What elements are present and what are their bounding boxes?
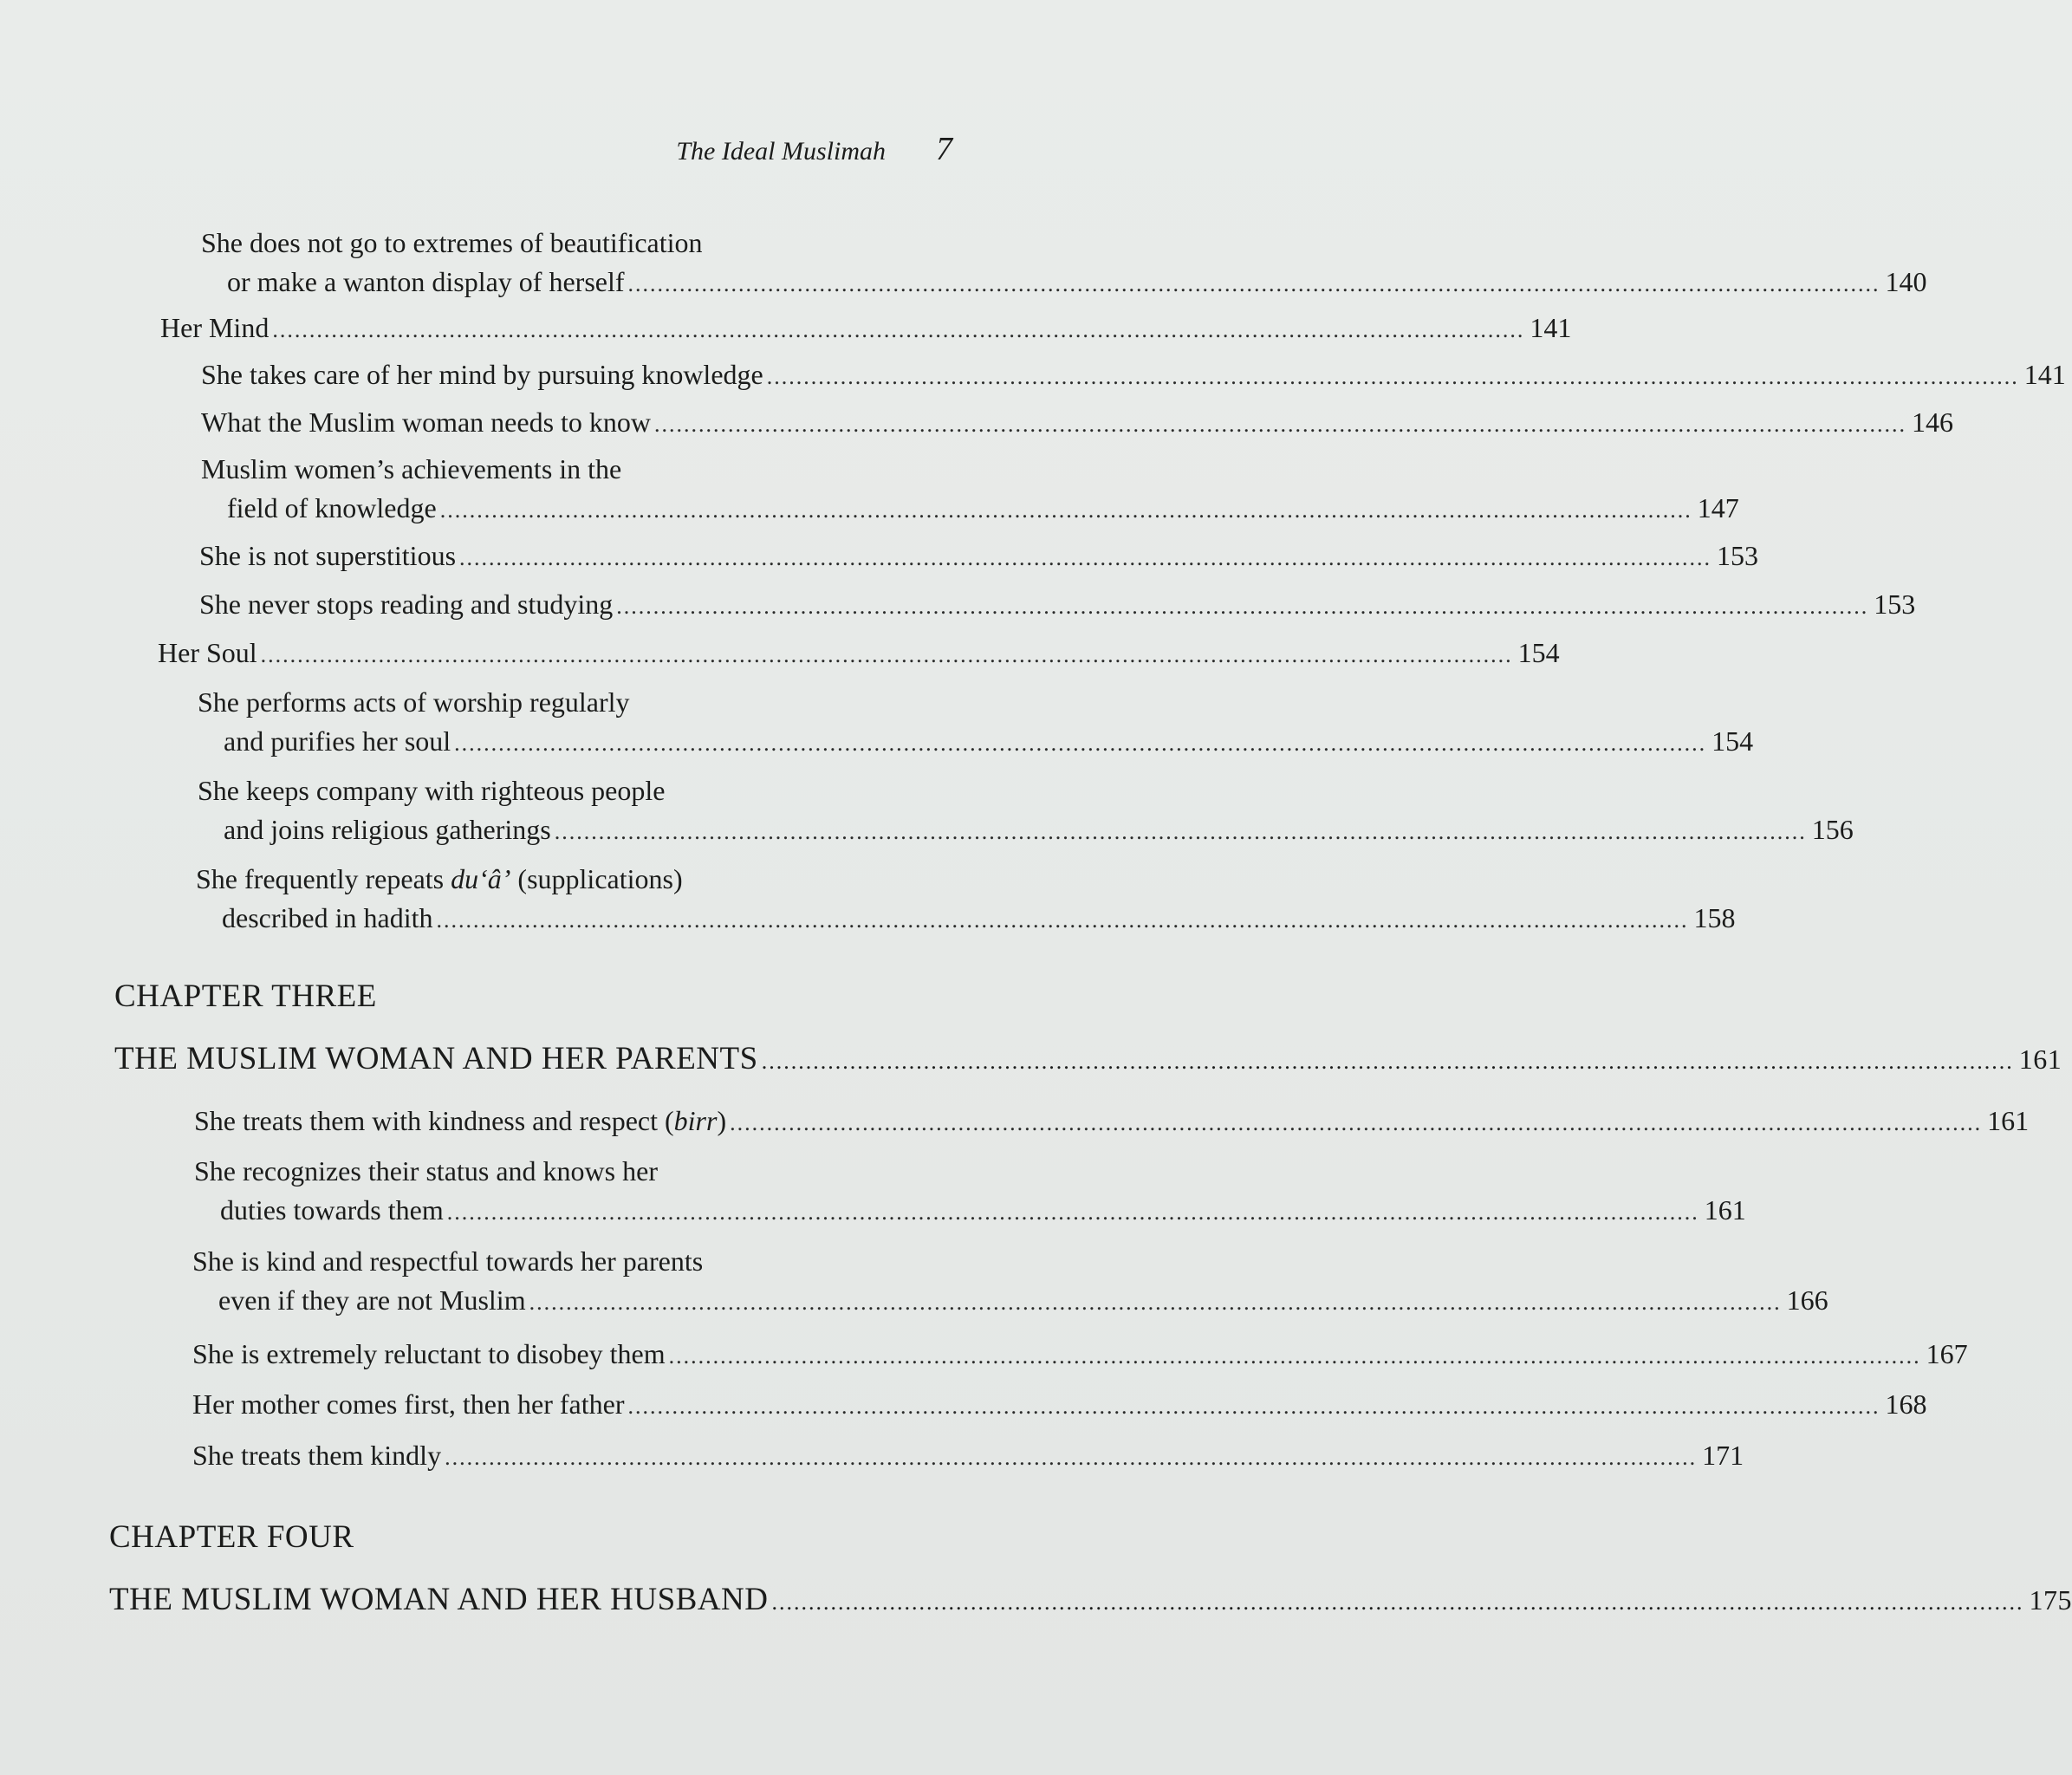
toc-entry-line	[201, 450, 964, 489]
running-header	[676, 130, 952, 168]
chapter-label: CHAPTER THREE	[114, 979, 377, 1014]
toc-entry-text: She takes care of her mind by pursuing knowledge	[201, 359, 763, 390]
chapter-title-entry	[114, 1040, 2062, 1077]
toc-entry-text: She is not superstitious	[199, 540, 457, 571]
toc-entry-text: and purifies her soul	[224, 725, 451, 757]
leader-dots: ..........................................................................................................................................................................	[445, 1445, 1698, 1470]
toc-entry-text: duties towards them	[220, 1194, 444, 1226]
toc-entry	[201, 224, 1927, 303]
toc-entry	[198, 771, 1854, 851]
toc-entry-line	[192, 1242, 983, 1281]
toc-entry-text: She treats them with kindness and respect (	[194, 1105, 674, 1136]
leader-dots: ..........................................................................................................................................................................	[627, 1394, 1880, 1419]
toc-entry	[194, 1102, 2030, 1142]
toc-page-number: 171	[1702, 1440, 1744, 1471]
toc-entry-text: field of knowledge	[227, 492, 437, 523]
chapter-title: THE MUSLIM WOMAN AND HER HUSBAND	[109, 1582, 769, 1617]
toc-entry-text: )	[717, 1105, 727, 1136]
toc-entry-text: She treats them kindly	[192, 1440, 442, 1471]
leader-dots: ..........................................................................................................................................................................	[761, 1049, 2014, 1074]
toc-page-number: 156	[1811, 814, 1854, 845]
toc-page-number: 154	[1712, 725, 1754, 757]
toc-entry-text: She performs acts of worship regularly	[198, 686, 630, 718]
toc-entry	[199, 585, 1916, 626]
chapter-title: THE MUSLIM WOMAN AND HER PARENTS	[114, 1041, 758, 1076]
toc-entry-text: She frequently repeats	[196, 863, 451, 894]
leader-dots: ..........................................................................................................................................................................	[616, 594, 1869, 619]
leader-dots: ..........................................................................................................................................................................	[272, 317, 1525, 342]
toc-entry	[201, 355, 2066, 396]
leader-dots: ..........................................................................................................................................................................	[654, 412, 1907, 437]
toc-entry-text: What the Muslim woman needs to know	[201, 406, 652, 438]
toc-entry-line	[198, 810, 1854, 851]
chapter-title-entry	[109, 1581, 2072, 1618]
toc-entry-line	[198, 722, 1754, 763]
toc-page-number: 153	[1874, 588, 1916, 620]
toc-entry-text: (supplications)	[510, 863, 683, 894]
toc-entry-line	[192, 1335, 1968, 1375]
toc-section-entry	[160, 309, 1572, 349]
toc-entry	[201, 403, 1954, 444]
toc-entry	[198, 683, 1754, 763]
toc-entry-line	[109, 1581, 2072, 1618]
toc-entry	[199, 536, 1759, 577]
toc-entry-line	[160, 309, 1572, 349]
toc-page-number: 146	[1912, 406, 1954, 438]
leader-dots: ..........................................................................................................................................................................	[529, 1290, 1782, 1315]
toc-entry-italic-term: birr	[673, 1105, 718, 1136]
toc-entry-text: She never stops reading and studying	[199, 588, 614, 620]
toc-page-number: 158	[1693, 902, 1736, 933]
toc-entry	[192, 1335, 1968, 1375]
toc-entry	[192, 1242, 1828, 1322]
toc-page-number: 167	[1926, 1338, 1968, 1369]
toc-entry-line	[201, 355, 2066, 396]
toc-page-number: 161	[1987, 1105, 2030, 1136]
toc-entry-text: described in hadith	[222, 902, 433, 933]
toc-entry-line	[196, 899, 1736, 940]
toc-page-number: 147	[1697, 492, 1739, 523]
leader-dots: ..........................................................................................................................................................................	[730, 1110, 1983, 1135]
leader-dots: ..........................................................................................................................................................................	[439, 497, 1692, 523]
leader-dots: ..........................................................................................................................................................................	[766, 364, 2019, 389]
leader-dots: ..........................................................................................................................................................................	[446, 1200, 1699, 1225]
toc-entry-line	[199, 585, 1916, 626]
toc-entry-line	[199, 536, 1759, 577]
leader-dots: ..........................................................................................................................................................................	[627, 271, 1880, 296]
toc-page-number: 141	[1530, 312, 1572, 343]
toc-entry	[196, 860, 1736, 940]
toc-page-number: 140	[1885, 266, 1927, 297]
toc-entry-text: She is kind and respectful towards her parents	[192, 1245, 704, 1277]
toc-entry-text: Muslim women’s achievements in the	[201, 453, 622, 484]
leader-dots: ..........................................................................................................................................................................	[260, 642, 1513, 667]
toc-entry-line	[192, 1436, 1744, 1477]
toc-entry-line	[198, 683, 964, 722]
leader-dots: ..........................................................................................................................................................................	[454, 731, 1707, 756]
chapter-label: CHAPTER FOUR	[109, 1519, 354, 1555]
toc-entry-line	[201, 403, 1954, 444]
toc-entry-line	[114, 1040, 2062, 1077]
toc-entry-line	[194, 1152, 974, 1191]
toc-page-number: 175	[2029, 1584, 2072, 1616]
toc-entry-line	[194, 1102, 2030, 1142]
toc-entry-line	[196, 860, 967, 899]
leader-dots: ..........................................................................................................................................................................	[771, 1590, 2024, 1615]
toc-entry	[201, 450, 1739, 530]
leader-dots: ..........................................................................................................................................................................	[436, 907, 1689, 933]
toc-page-number: 168	[1885, 1388, 1927, 1420]
running-header-page-number: 7	[936, 131, 952, 167]
toc-page-number: 153	[1717, 540, 1759, 571]
toc-page-number: 141	[2023, 359, 2066, 390]
toc-entry-text: Her mother comes first, then her father	[192, 1388, 625, 1420]
toc-entry-text: She is extremely reluctant to disobey them	[192, 1338, 666, 1369]
toc-entry-text: She does not go to extremes of beautification	[201, 227, 703, 258]
toc-entry	[194, 1152, 1746, 1232]
toc-entry	[192, 1385, 1927, 1426]
leader-dots: ..........................................................................................................................................................................	[459, 545, 1712, 570]
toc-entry-line	[201, 489, 1739, 530]
toc-entry-line	[198, 771, 965, 810]
toc-page-number: 161	[1704, 1194, 1746, 1226]
toc-entry-line	[194, 1191, 1746, 1232]
toc-section-text: Her Mind	[160, 312, 270, 343]
toc-entry-line	[192, 1385, 1927, 1426]
toc-page-number: 166	[1786, 1284, 1828, 1316]
toc-entry-text: or make a wanton display of herself	[227, 266, 625, 297]
toc-entry-line	[192, 1281, 1828, 1322]
toc-entry-line	[158, 634, 1560, 674]
toc-entry-line	[201, 263, 1927, 303]
toc-entry	[192, 1436, 1744, 1477]
toc-page-number: 154	[1517, 637, 1560, 668]
toc-entry-text: even if they are not Muslim	[218, 1284, 526, 1316]
toc-section-text: Her Soul	[158, 637, 257, 668]
toc-entry-text: She recognizes their status and knows her	[194, 1155, 658, 1187]
leader-dots: ..........................................................................................................................................................................	[668, 1343, 1921, 1369]
toc-entry-text: and joins religious gatherings	[224, 814, 551, 845]
leader-dots: ..........................................................................................................................................................................	[554, 819, 1807, 844]
running-header-title: The Ideal Muslimah	[676, 137, 886, 166]
toc-entry-italic-term: du‘â’	[451, 863, 511, 894]
toc-page-number: 161	[2018, 1044, 2062, 1075]
toc-entry-line	[201, 224, 964, 263]
toc-entry-text: She keeps company with righteous people	[198, 775, 666, 806]
toc-section-entry	[158, 634, 1560, 674]
